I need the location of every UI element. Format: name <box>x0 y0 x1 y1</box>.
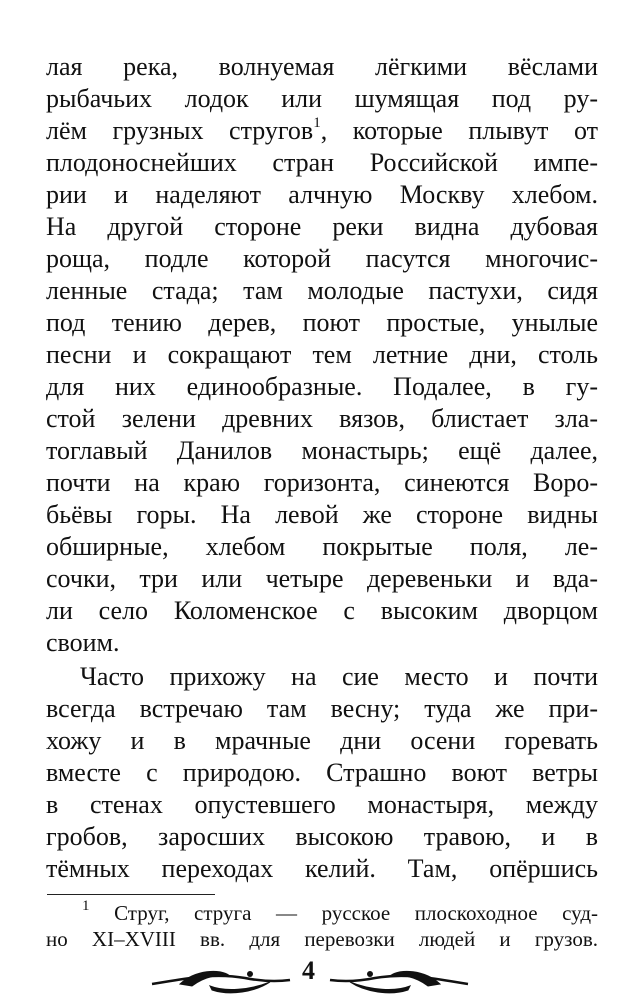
text-line: ли село Коломенское с высоким дворцом <box>46 596 598 625</box>
text-line: почти на краю горизонта, синеются Воро- <box>46 468 598 497</box>
text-line: хожу и в мрачные дни осени горевать <box>46 726 598 755</box>
footnote-separator <box>47 894 215 895</box>
page-number: 4 <box>302 956 315 985</box>
footnote-text: Струг, струга — русское плоскоходное суд- <box>89 901 598 925</box>
text-line: тоглавый Данилов монастырь; ещё далее, <box>46 436 598 465</box>
text-line: бьёвы горы. На левой же стороне видны <box>46 500 598 529</box>
text-line: вместе с природою. Страшно воют ветры <box>46 758 598 787</box>
text-line <box>46 116 598 146</box>
text-line: плодоноснейших стран Российской импе- <box>46 148 598 177</box>
text-line: Часто прихожу на сие место и почти <box>80 662 598 691</box>
text-line: лая река, волнуемая лёгкими вёслами <box>46 52 598 81</box>
text-fragment: лём грузных стругов <box>46 116 314 145</box>
text-line: под тению дерев, поют простые, унылые <box>46 308 598 337</box>
text-line: всегда встречаю там весну; туда же при- <box>46 694 598 723</box>
text-line: сочки, три или четыре деревеньки и вда- <box>46 564 598 593</box>
text-line: гробов, заросших высокою травою, и в <box>46 822 598 851</box>
footnote-reference: 1 <box>313 115 321 132</box>
text-line: роща, подле которой пасутся многочис- <box>46 244 598 273</box>
footnote-line: но XI–XVIII вв. для перевозки людей и грузов. <box>46 927 598 951</box>
text-line: для них единообразные. Подалее, в гу- <box>46 372 598 401</box>
text-line: песни и сокращают тем летние дни, столь <box>46 340 598 369</box>
text-line: стой зелени древних вязов, блистает зла- <box>46 404 598 433</box>
text-line: в стенах опустевшего монастыря, между <box>46 790 598 819</box>
footnote-line <box>82 900 598 926</box>
text-line: обширные, хлебом покрытые поля, ле- <box>46 532 598 561</box>
text-line: рии и наделяют алчную Москву хлебом. <box>46 180 598 209</box>
text-line: На другой стороне реки видна дубовая <box>46 212 598 241</box>
text-line: своим. <box>46 628 120 657</box>
text-fragment: , которые плывут от <box>320 116 598 145</box>
text-line: ленные стада; там молодые пастухи, сидя <box>46 276 598 305</box>
text-line: рыбачьих лодок или шумящая под ру- <box>46 84 598 113</box>
footnote-marker: 1 <box>82 898 90 914</box>
text-line: тёмных переходах келий. Там, опёршись <box>46 854 598 883</box>
